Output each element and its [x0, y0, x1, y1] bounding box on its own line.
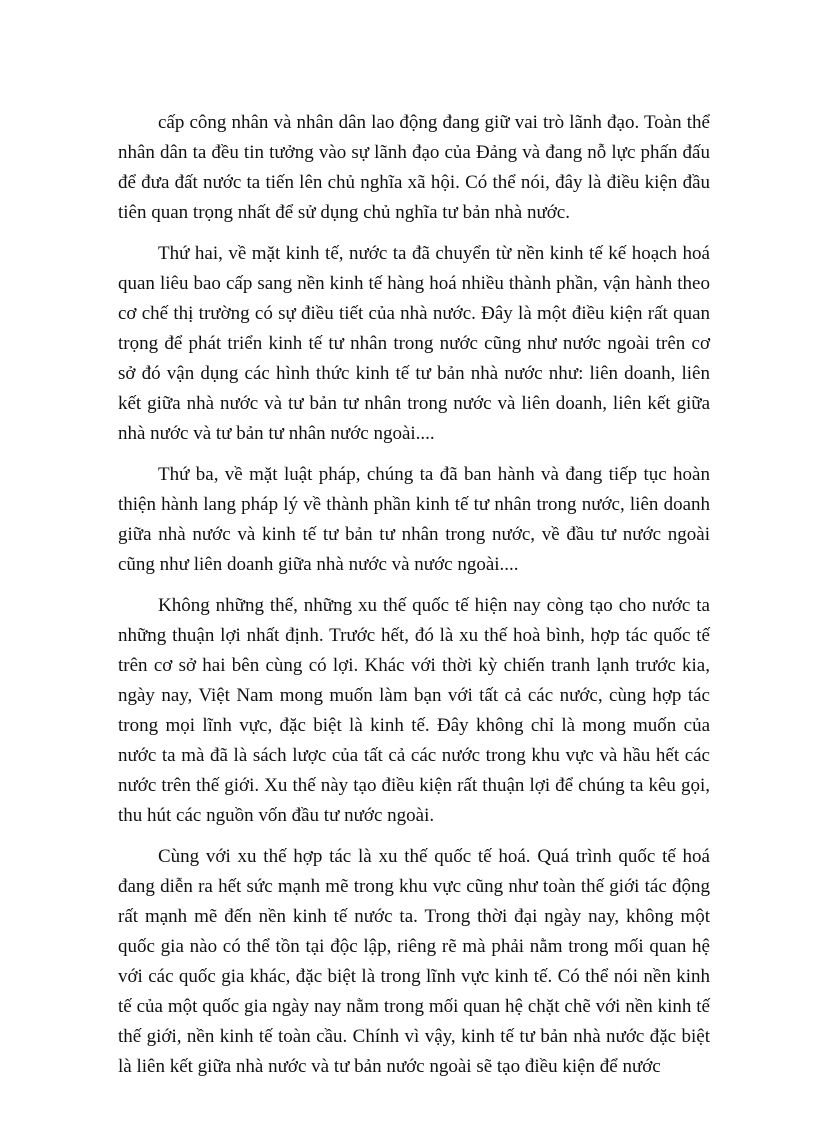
paragraph-2: Thứ hai, về mặt kinh tế, nước ta đã chuyển từ nền kinh tế kế hoạch hoá quan liêu bao cấp sang nền kinh tế hàng hoá nhiều thành phần, vận hành theo cơ chế thị trường có sự điều tiết của nhà nước. Đây là một điều kiện rất quan trọng để phát triển kinh tế tư nhân trong nước cũng như nước ngoài trên cơ sở đó vận dụng các hình thức kinh tế tư bản nhà nước như: liên doanh, liên kết giữa nhà nước và tư bản tư nhân trong nước và liên doanh, liên kết giữa nhà nước và tư bản tư nhân nước ngoài.... [118, 243, 710, 444]
paragraph-1: cấp công nhân và nhân dân lao động đang giữ vai trò lãnh đạo. Toàn thể nhân dân ta đều tin tưởng vào sự lãnh đạo của Đảng và đang nỗ lực phấn đấu để đưa đất nước ta tiến lên chủ nghĩa xã hội. Có thể nói, đây là điều kiện đầu tiên quan trọng nhất để sử dụng chủ nghĩa tư bản nhà nước. [118, 112, 710, 223]
paragraph-4: Không những thế, những xu thế quốc tế hiện nay còng tạo cho nước ta những thuận lợi nhất định. Trước hết, đó là xu thế hoà bình, hợp tác quốc tế trên cơ sở hai bên cùng có lợi. Khác với thời kỳ chiến tranh lạnh trước kia, ngày nay, Việt Nam mong muốn làm bạn với tất cả các nước, cùng hợp tác trong mọi lĩnh vực, đặc biệt là kinh tế. Đây không chỉ là mong muốn của nước ta mà đã là sách lược của tất cả các nước trong khu vực và hầu hết các nước trên thế giới. Xu thế này tạo điều kiện rất thuận lợi để chúng ta kêu gọi, thu hút các nguồn vốn đầu tư nước ngoài. [118, 595, 710, 826]
body-text [118, 108, 710, 1093]
paragraph-3: Thứ ba, về mặt luật pháp, chúng ta đã ban hành và đang tiếp tục hoàn thiện hành lang pháp lý về thành phần kinh tế tư nhân trong nước, liên doanh giữa nhà nước và kinh tế tư bản tư nhân trong nước, về đầu tư nước ngoài cũng như liên doanh giữa nhà nước và nước ngoài.... [118, 464, 710, 575]
paragraph-5: Cùng với xu thế hợp tác là xu thế quốc tế hoá. Quá trình quốc tế hoá đang diễn ra hết sức mạnh mẽ trong khu vực cũng như toàn thế giới tác động rất mạnh mẽ đến nền kinh tế nước ta. Trong thời đại ngày nay, không một quốc gia nào có thể tồn tại độc lập, riêng rẽ mà phải nằm trong mối quan hệ với các quốc gia khác, đặc biệt là trong lĩnh vực kinh tế. Có thể nói nền kinh tế của một quốc gia ngày nay nằm trong mối quan hệ chặt chẽ với nền kinh tế thế giới, nền kinh tế toàn cầu. Chính vì vậy, kinh tế tư bản nhà nước đặc biệt là liên kết giữa nhà nước và tư bản nước ngoài sẽ tạo điều kiện để nước [118, 846, 710, 1077]
